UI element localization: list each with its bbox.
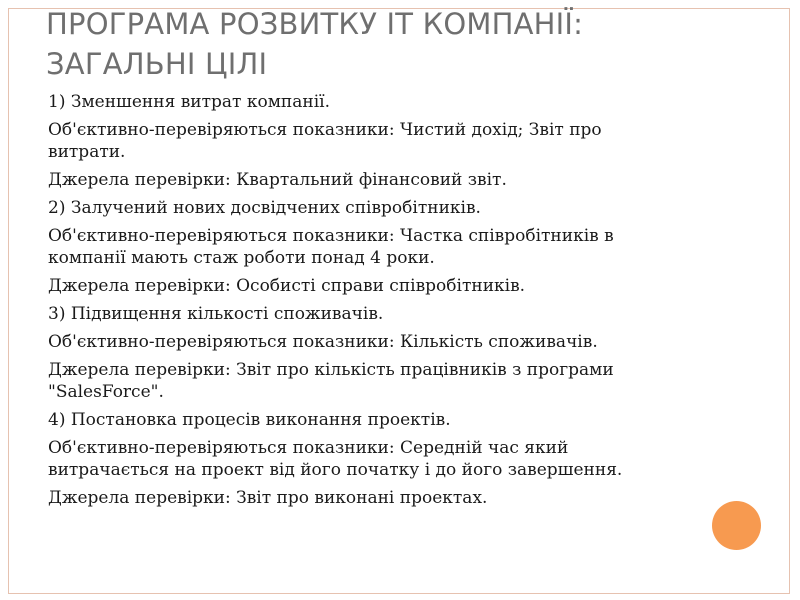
goal-2-indicators: Об'єктивно-перевіряються показники: Частка співробітників в компанії мають стаж роботи понад 4 роки.	[48, 226, 614, 268]
goal-1-heading: 1) Зменшення витрат компанії.	[48, 92, 331, 112]
goal-2-heading: 2) Залучений нових досвідчених співробітників.	[48, 198, 481, 218]
goal-4-indicators: Об'єктивно-перевіряються показники: Середній час який витрачається на проект від його початку і до його завершення.	[48, 438, 623, 480]
slide-title	[46, 4, 746, 84]
goal-3-indicators: Об'єктивно-перевіряються показники: Кількість споживачів.	[48, 332, 598, 352]
decorative-circle-icon	[712, 501, 761, 550]
goal-4-sources: Джерела перевірки: Звіт про виконані проектах.	[48, 488, 488, 508]
goal-1-sources: Джерела перевірки: Квартальний фінансовий звіт.	[48, 170, 507, 190]
goal-3-heading: 3) Підвищення кількості споживачів.	[48, 304, 384, 324]
slide-content	[48, 91, 668, 515]
slide-title-line-2: ЗАГАЛЬНІ ЦІЛІ	[46, 47, 268, 81]
goal-4-heading: 4) Постановка процесів виконання проектів.	[48, 410, 451, 430]
goal-2-sources: Джерела перевірки: Особисті справи співробітників.	[48, 276, 526, 296]
goal-1-indicators: Об'єктивно-перевіряються показники: Чистий дохід; Звіт про витрати.	[48, 120, 602, 162]
slide-title-line-1: ПРОГРАМА РОЗВИТКУ ІТ КОМПАНІЇ:	[46, 7, 584, 41]
goal-3-sources: Джерела перевірки: Звіт про кількість працівників з програми "SalesForce".	[48, 360, 614, 402]
